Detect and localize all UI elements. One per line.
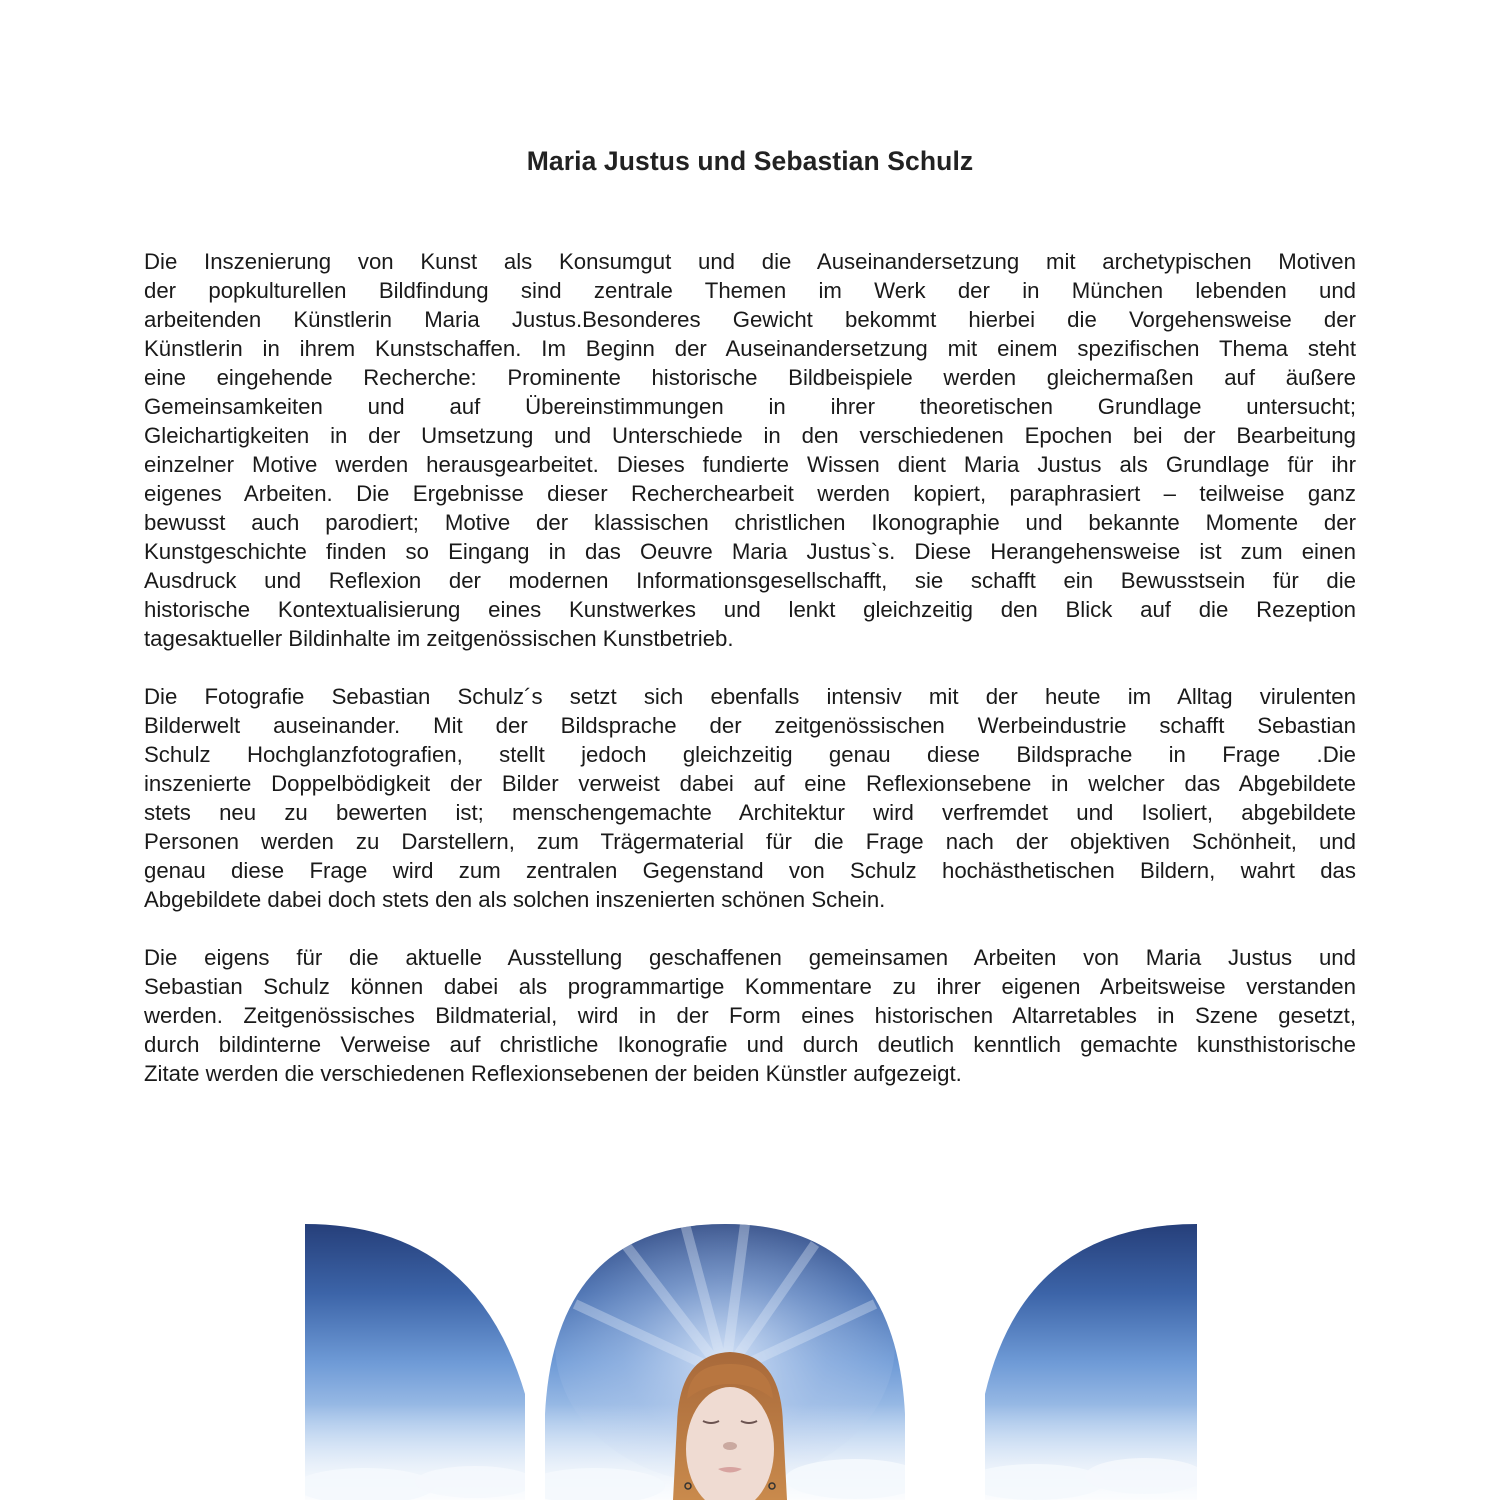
text-line: Künstlerin in ihrem Kunstschaffen. Im Beginn der Auseinandersetzung mit einem spezifischen Thema steht: [144, 336, 1356, 361]
text-line: Personen werden zu Darstellern, zum Trägermaterial für die Frage nach der objektiven Schönheit, und: [144, 829, 1356, 854]
text-line: arbeitenden Künstlerin Maria Justus.Besonderes Gewicht bekommt hierbei die Vorgehensweise der: [144, 307, 1356, 332]
text-line: Ausdruck und Reflexion der modernen Informationsgesellschafft, sie schafft ein Bewusstsein für die: [144, 568, 1356, 593]
text-line: eine eingehende Recherche: Prominente historische Bildbeispiele werden gleichermaßen auf äußere: [144, 365, 1356, 390]
triptych-artwork: [305, 1224, 1197, 1500]
paragraph-2: [144, 682, 1356, 914]
text-line: Die eigens für die aktuelle Ausstellung geschaffenen gemeinsamen Arbeiten von Maria Justus und: [144, 945, 1356, 970]
text-line: Schulz Hochglanzfotografien, stellt jedoch gleichzeitig genau diese Bildsprache in Frage .Die: [144, 742, 1356, 767]
text-line: einzelner Motive werden herausgearbeitet. Dieses fundierte Wissen dient Maria Justus als Grundlage für ihr: [144, 452, 1356, 477]
text-line: werden. Zeitgenössisches Bildmaterial, wird in der Form eines historischen Altarretables in Szene gesetzt,: [144, 1003, 1356, 1028]
text-line: durch bildinterne Verweise auf christliche Ikonografie und durch deutlich kenntlich gemachte kunsthistorische: [144, 1032, 1356, 1057]
text-line: Zitate werden die verschiedenen Reflexionsebenen der beiden Künstler aufgezeigt.: [144, 1061, 962, 1086]
text-line: Sebastian Schulz können dabei als programmartige Kommentare zu ihrer eigenen Arbeitsweise verstanden: [144, 974, 1356, 999]
text-line: Die Fotografie Sebastian Schulz´s setzt sich ebenfalls intensiv mit der heute im Alltag virulenten: [144, 684, 1356, 709]
text-line: tagesaktueller Bildinhalte im zeitgenössischen Kunstbetrieb.: [144, 626, 734, 651]
center-panel: [525, 1224, 925, 1500]
text-line: der popkulturellen Bildfindung sind zentrale Themen im Werk der in München lebenden und: [144, 278, 1356, 303]
text-line: Abgebildete dabei doch stets den als solchen inszenierten schönen Schein.: [144, 887, 886, 912]
text-line: inszenierte Doppelbödigkeit der Bilder verweist dabei auf eine Reflexionsebene in welcher das Abgebildete: [144, 771, 1356, 796]
text-line: genau diese Frage wird zum zentralen Gegenstand von Schulz hochästhetischen Bildern, wahrt das: [144, 858, 1356, 883]
document-title: Maria Justus und Sebastian Schulz: [526, 146, 974, 176]
text-line: Bilderwelt auseinander. Mit der Bildsprache der zeitgenössischen Werbeindustrie schafft Sebastian: [144, 713, 1356, 738]
text-line: Kunstgeschichte finden so Eingang in das Oeuvre Maria Justus`s. Diese Herangehensweise ist zum einen: [144, 539, 1356, 564]
left-panel: [305, 1224, 545, 1500]
right-panel: [965, 1224, 1197, 1500]
text-line: eigenes Arbeiten. Die Ergebnisse dieser Recherchearbeit werden kopiert, paraphrasiert – teilweise ganz: [144, 481, 1356, 506]
woman-figure: [673, 1352, 787, 1500]
paragraph-1: [144, 247, 1356, 653]
text-line: historische Kontextualisierung eines Kunstwerkes und lenkt gleichzeitig den Blick auf die Rezeption: [144, 597, 1356, 622]
triptych-image: [305, 1224, 1197, 1500]
text-line: bewusst auch parodiert; Motive der klassischen christlichen Ikonographie und bekannte Momente der: [144, 510, 1356, 535]
text-line: stets neu zu bewerten ist; menschengemachte Architektur wird verfremdet und Isoliert, abgebildete: [144, 800, 1356, 825]
paragraph-3: [144, 943, 1356, 1088]
text-line: Gleichartigkeiten in der Umsetzung und Unterschiede in den verschiedenen Epochen bei der Bearbeitung: [144, 423, 1356, 448]
text-line: Gemeinsamkeiten und auf Übereinstimmungen in ihrer theoretischen Grundlage untersucht;: [144, 394, 1356, 419]
text-line: Die Inszenierung von Kunst als Konsumgut und die Auseinandersetzung mit archetypischen Motiven: [144, 249, 1356, 274]
